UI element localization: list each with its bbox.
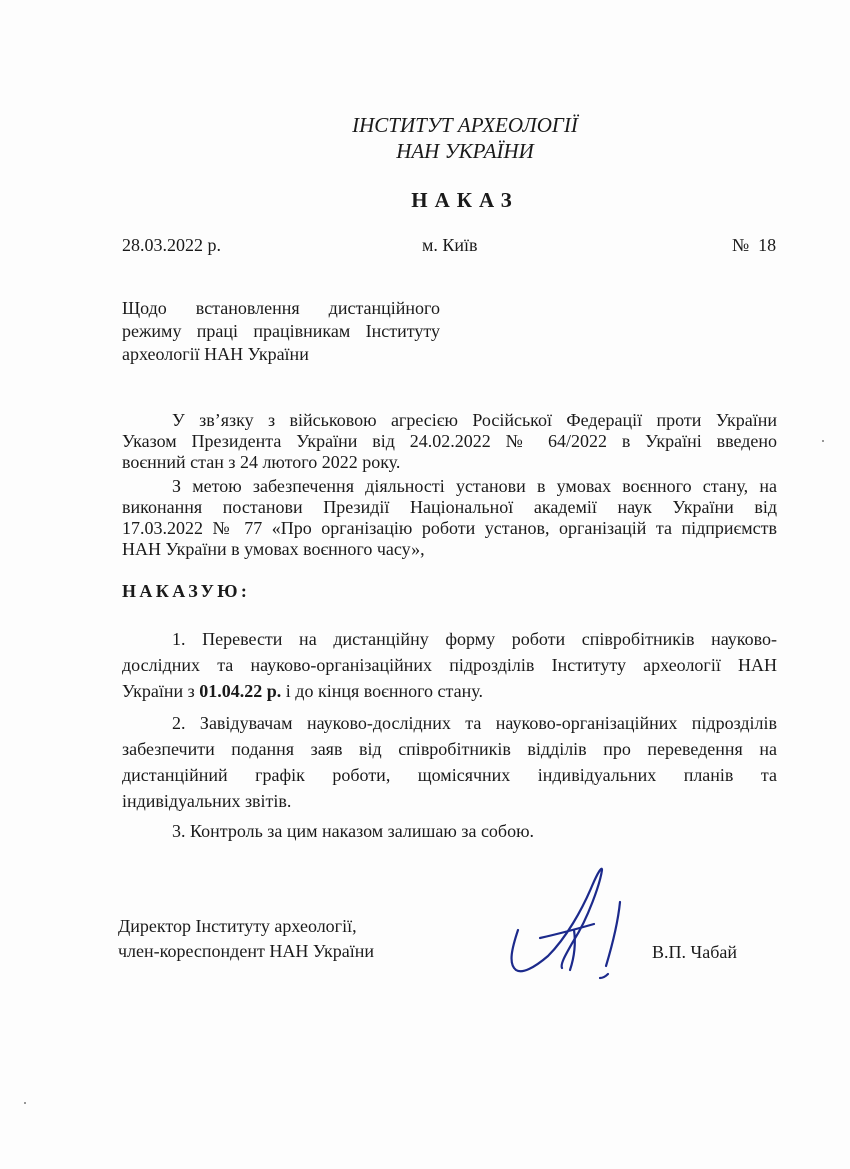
handwritten-signature	[470, 860, 650, 990]
effective-date: 01.04.22 р.	[199, 681, 282, 701]
text-line: У зв’язку з військовою агресією Російської Федерації проти України	[172, 410, 777, 430]
text-line: 2. Завідувачам науково-дослідних та науково-організаційних підрозділів	[172, 713, 777, 733]
text-fragment: і до кінця воєнного стану.	[281, 681, 483, 701]
order-heading: НАКАЗУЮ:	[122, 581, 251, 601]
position-line: член-кореспондент НАН України	[118, 941, 374, 961]
preamble-paragraph-1	[122, 410, 777, 473]
text-line: З метою забезпечення діяльності установи в умовах воєнного стану, на	[172, 476, 777, 496]
order-subject	[122, 297, 440, 366]
text-line: виконання постанови Президії Національної академії наук України від	[122, 497, 777, 517]
scan-speck	[24, 1102, 26, 1104]
preamble-paragraph-2	[122, 476, 777, 560]
position-line: Директор Інституту археології,	[118, 916, 357, 936]
subject-line: археології НАН України	[122, 344, 309, 364]
subject-line: режиму праці працівникам Інституту	[122, 321, 440, 341]
text-line: дистанційний графік роботи, щомісячних індивідуальних планів та	[122, 765, 777, 785]
order-number: № 18	[732, 235, 777, 255]
text-line: Указом Президента України від 24.02.2022 № 64/2022 в Україні введено	[122, 431, 777, 451]
institute-name-line1: ІНСТИТУТ АРХЕОЛОГІЇ	[352, 113, 578, 137]
institute-name-line2: НАН УКРАЇНИ	[396, 139, 534, 163]
scan-speck	[822, 440, 824, 442]
text-line: воєнний стан з 24 лютого 2022 року.	[122, 452, 401, 472]
document-title: НАКАЗ	[411, 188, 519, 212]
order-date: 28.03.2022 р.	[122, 235, 221, 255]
order-item-3	[122, 818, 777, 844]
text-line: забезпечити подання заяв від співробітників відділів про переведення на	[122, 739, 777, 759]
text-line: НАН України в умовах воєнного часу»,	[122, 539, 425, 559]
order-item-2	[122, 710, 777, 814]
signatory-name: В.П. Чабай	[652, 942, 737, 962]
signatory-position	[118, 914, 374, 964]
text-line: індивідуальних звітів.	[122, 791, 292, 811]
text-line: дослідних та науково-організаційних підрозділів Інституту археології НАН	[122, 655, 777, 675]
order-item-1	[122, 626, 777, 704]
text-line: 17.03.2022 № 77 «Про організацію роботи установ, організацій та підприємств	[122, 518, 777, 538]
text-line	[122, 678, 777, 704]
order-city: м. Київ	[422, 235, 478, 255]
text-fragment: України з	[122, 681, 200, 701]
subject-line: Щодо встановлення дистанційного	[122, 298, 440, 318]
text-line: 3. Контроль за цим наказом залишаю за собою.	[172, 821, 535, 841]
text-line: 1. Перевести на дистанційну форму роботи співробітників науково-	[172, 629, 777, 649]
